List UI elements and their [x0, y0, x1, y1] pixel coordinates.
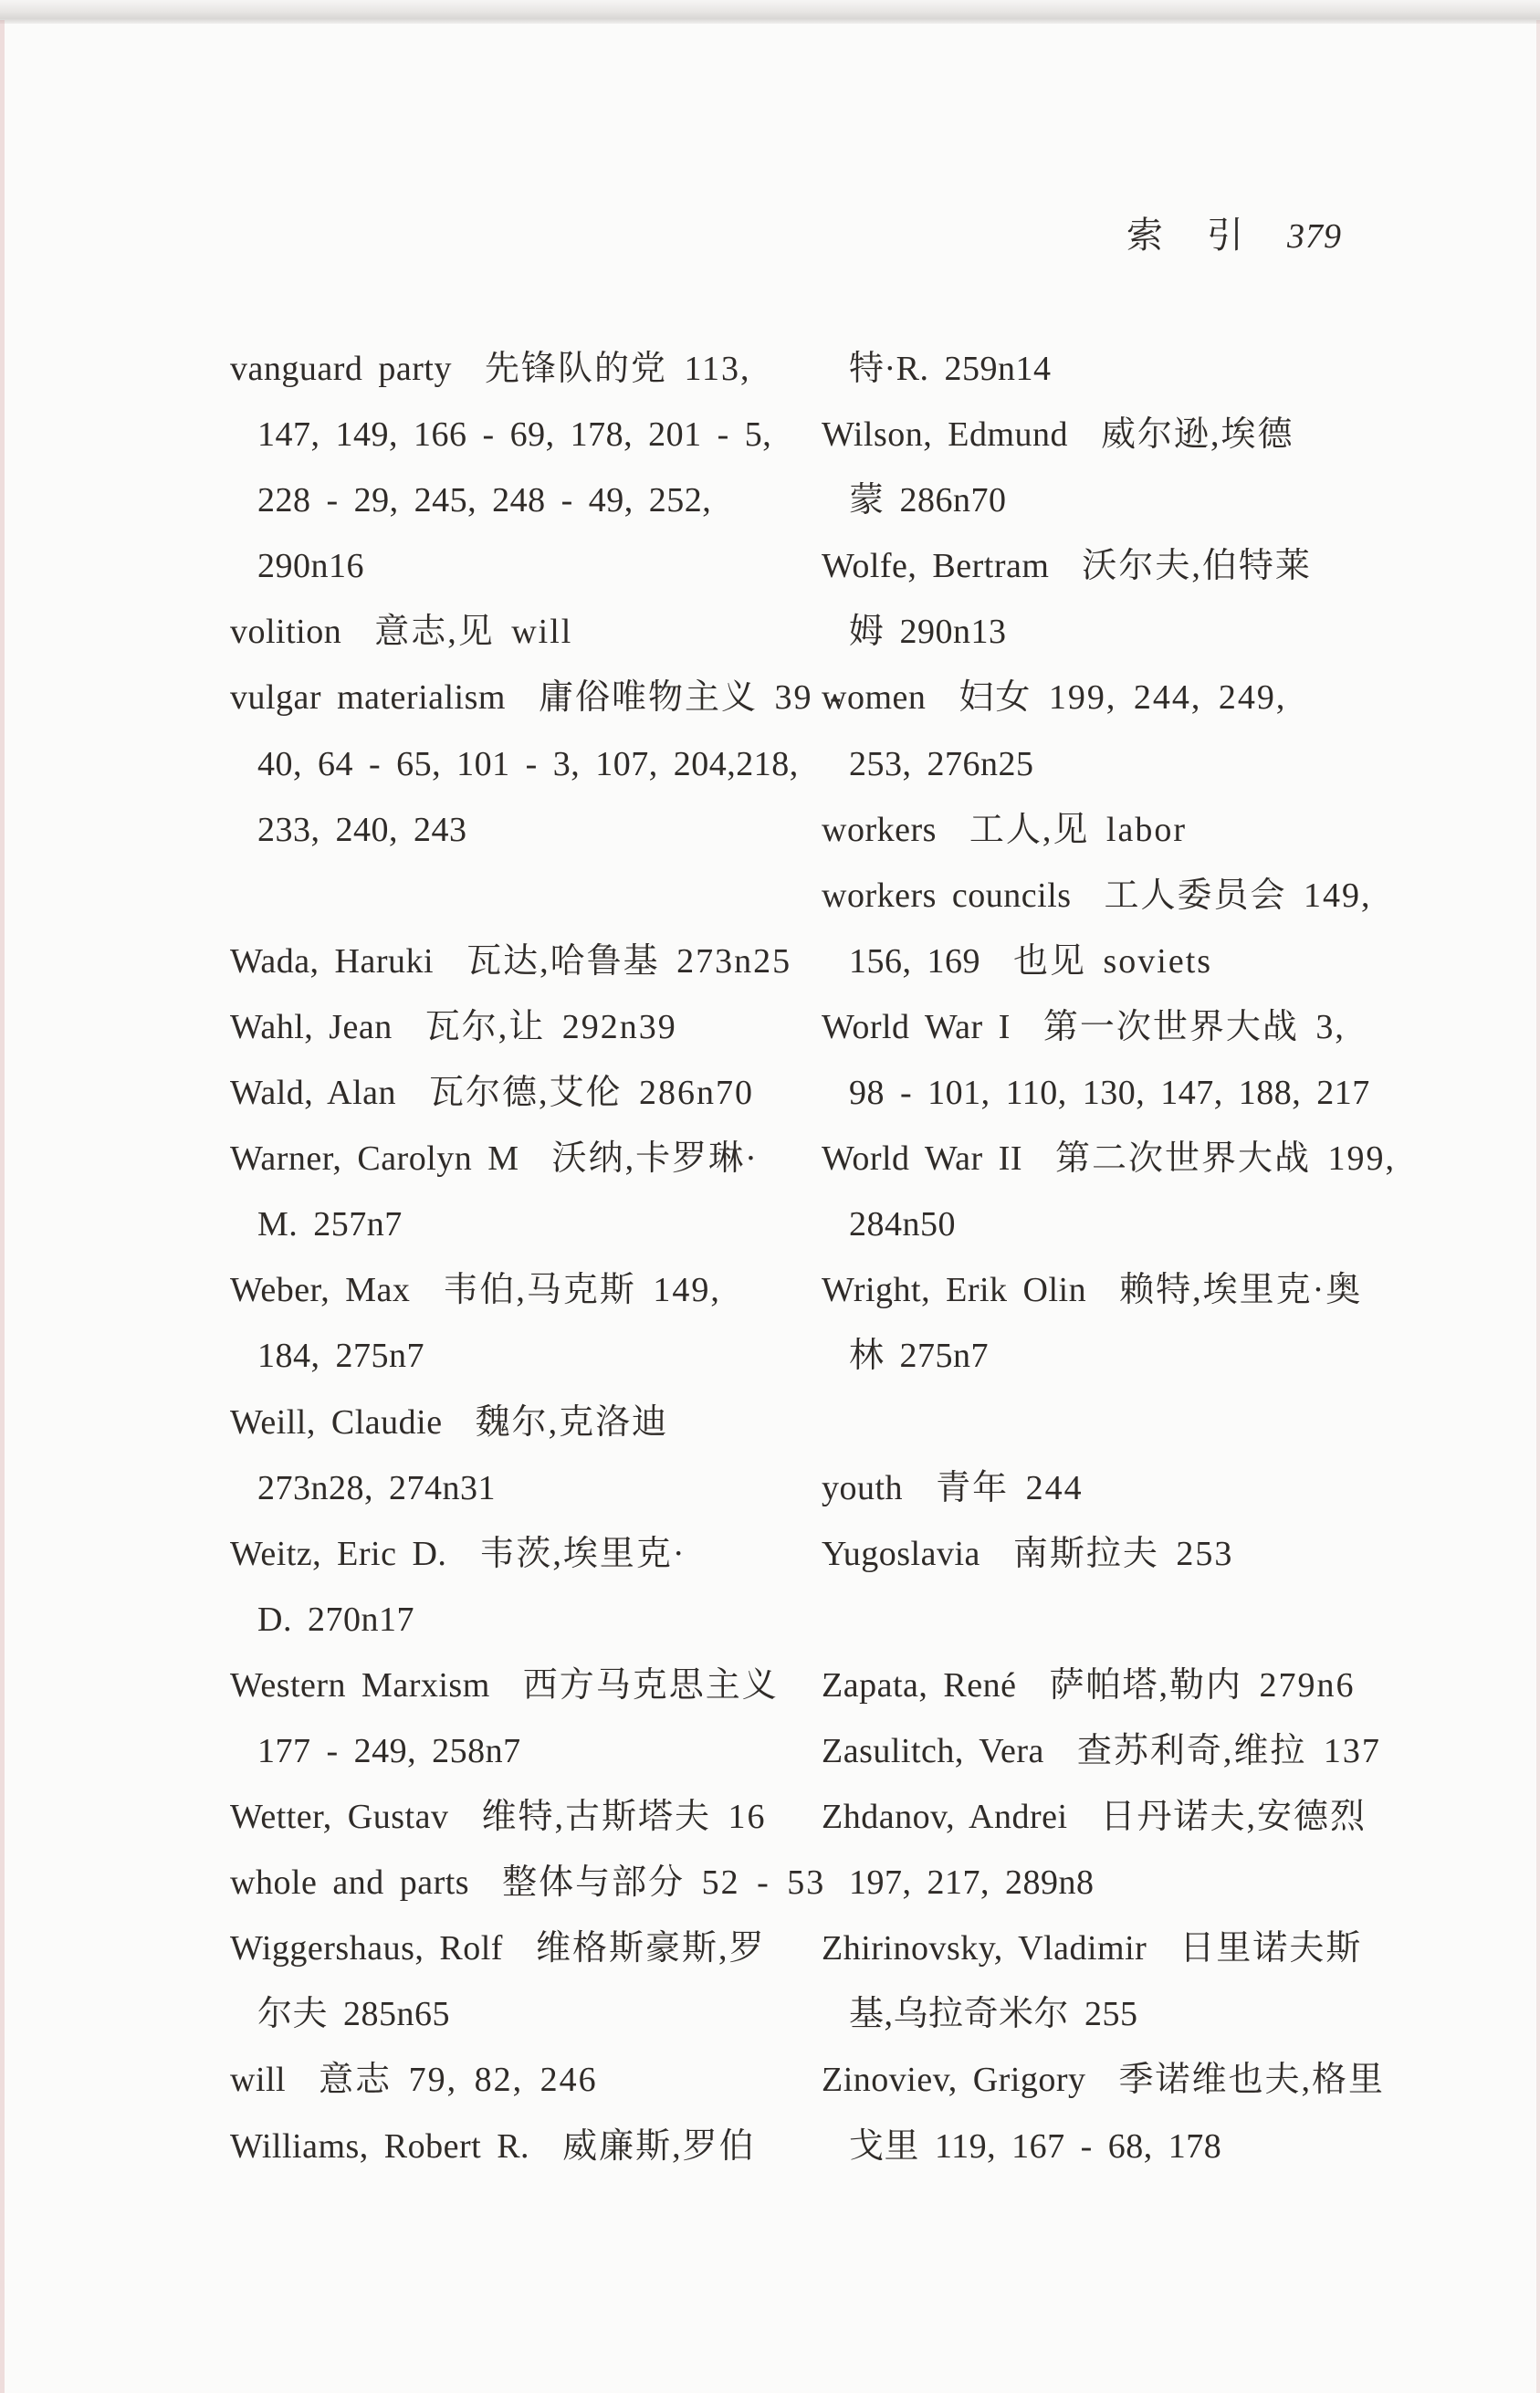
entry-text-segment: 40, 64 - 65, 101 - 3, 107, 204,218,: [257, 744, 799, 783]
entry-text-segment: Zinoviev, Grigory: [822, 2061, 1086, 2100]
entry-text-segment: Wald, Alan: [230, 1074, 397, 1113]
entry-text-segment: 瓦达,哈鲁基 273n25: [466, 941, 792, 981]
entry-text-segment: Williams, Robert R.: [230, 2126, 530, 2166]
index-line: [230, 2114, 796, 2179]
entry-text-segment: Zapata, René: [822, 1665, 1017, 1705]
index-line: [822, 1718, 1388, 1784]
index-line: [822, 1126, 1397, 1191]
index-column-right: [822, 336, 1397, 2179]
index-line: [230, 599, 796, 665]
entry-text-segment: 工人委员会 149,: [1104, 876, 1372, 915]
page-number: 379: [1287, 217, 1342, 256]
index-line: [230, 1191, 796, 1257]
index-line: [230, 1784, 796, 1850]
entry-text-segment: World War II: [822, 1139, 1023, 1179]
index-line: [230, 797, 796, 863]
entry-text-segment: 戈里 119, 167 - 68, 178: [849, 2126, 1222, 2166]
index-line: [822, 1455, 1388, 1521]
entry-text-segment: 瓦尔,让 292n39: [424, 1007, 677, 1046]
entry-text-segment: 意志,见 will: [374, 613, 573, 652]
entry-text-segment: Wetter, Gustav: [230, 1798, 449, 1837]
entry-text-segment: 威廉斯,罗伯: [562, 2126, 756, 2166]
index-line: [230, 533, 796, 599]
entry-text-segment: vulgar materialism: [230, 678, 506, 718]
scan-top-edge: [0, 0, 1540, 24]
index-line: [822, 994, 1388, 1060]
entry-text-segment: 赖特,埃里克·奥: [1119, 1271, 1363, 1310]
entry-text-segment: 瓦尔德,艾伦 286n70: [429, 1074, 755, 1113]
entry-text-segment: whole and parts: [230, 1863, 470, 1903]
index-line: [822, 665, 1388, 730]
index-line: [822, 1521, 1388, 1587]
entry-text-segment: 也见 soviets: [1013, 941, 1213, 981]
entry-text-segment: 290n16: [257, 547, 364, 586]
entry-text-segment: Zhirinovsky, Vladimir: [822, 1929, 1147, 1968]
index-line: [230, 1850, 826, 1915]
entry-text-segment: 284n50: [849, 1205, 956, 1244]
index-line-blank: [822, 1390, 1388, 1455]
index-line: [822, 1850, 1388, 1915]
index-line: [822, 599, 1388, 665]
entry-text-segment: Warner, Carolyn M: [230, 1139, 519, 1179]
index-line: [822, 467, 1388, 533]
index-line: [822, 1323, 1388, 1389]
entry-text-segment: 蒙 286n70: [849, 481, 1007, 520]
entry-text-segment: workers: [822, 810, 937, 849]
index-line: [230, 1257, 796, 1323]
entry-text-segment: 青年 244: [936, 1468, 1084, 1507]
index-line: [230, 467, 796, 533]
entry-text-segment: 妇女 199, 244, 249,: [959, 678, 1287, 718]
index-line: [230, 1455, 796, 1521]
index-line: [822, 731, 1388, 797]
entry-text-segment: 林 275n7: [849, 1337, 990, 1376]
index-line: [822, 1191, 1388, 1257]
index-line: [230, 665, 843, 730]
entry-text-segment: vanguard party: [230, 350, 452, 388]
entry-text-segment: 98 - 101, 110, 130, 147, 188, 217: [849, 1074, 1370, 1113]
entry-text-segment: Western Marxism: [230, 1665, 490, 1705]
entry-text-segment: M. 257n7: [257, 1205, 403, 1244]
entry-text-segment: will: [230, 2061, 287, 2100]
index-line: [822, 2114, 1388, 2179]
index-line: [822, 1784, 1388, 1850]
entry-text-segment: Yugoslavia: [822, 1534, 980, 1573]
entry-text-segment: volition: [230, 613, 342, 652]
entry-text-segment: 273n28, 274n31: [257, 1468, 496, 1507]
index-line: [230, 402, 796, 467]
entry-text-segment: 197, 217, 289n8: [849, 1863, 1095, 1903]
index-line: [822, 929, 1388, 994]
index-line: [822, 533, 1388, 599]
index-line: [822, 797, 1388, 863]
index-line: [230, 1587, 796, 1653]
entry-text-segment: 253, 276n25: [849, 744, 1034, 783]
index-line: [822, 1981, 1388, 2047]
running-head-title-char: 索: [1126, 215, 1164, 256]
entry-text-segment: Zhdanov, Andrei: [822, 1798, 1068, 1837]
running-head-title-char: 引: [1207, 215, 1244, 256]
index-line: [822, 2047, 1388, 2113]
scan-right-edge: [1536, 20, 1540, 2393]
entry-text-segment: 156, 169: [849, 941, 980, 981]
entry-text-segment: Wilson, Edmund: [822, 415, 1069, 455]
index-line: [822, 1653, 1388, 1718]
index-line: [230, 1060, 796, 1126]
entry-text-segment: 工人,见 labor: [969, 810, 1187, 849]
entry-text-segment: 233, 240, 243: [257, 810, 467, 849]
entry-text-segment: 查苏利奇,维拉 137: [1076, 1731, 1381, 1770]
entry-text-segment: 日里诺夫斯: [1179, 1929, 1363, 1968]
index-line: [822, 1257, 1388, 1323]
entry-text-segment: Wahl, Jean: [230, 1007, 393, 1046]
entry-text-segment: 庸俗唯物主义 39 -: [538, 678, 843, 718]
index-line: [822, 863, 1388, 929]
entry-text-segment: 特·R. 259n14: [849, 350, 1052, 388]
index-line: [230, 731, 799, 797]
entry-text-segment: 维格斯豪斯,罗: [535, 1929, 766, 1968]
entry-text-segment: 先锋队的党 113,: [484, 350, 751, 388]
entry-text-segment: 维特,古斯塔夫 16: [481, 1798, 767, 1837]
entry-text-segment: 韦伯,马克斯 149,: [443, 1271, 721, 1310]
entry-text-segment: 魏尔,克洛迪: [475, 1402, 669, 1442]
entry-text-segment: 日丹诺夫,安德烈: [1100, 1798, 1367, 1837]
index-line: [230, 1653, 796, 1718]
index-line-blank: [822, 1587, 1388, 1653]
index-column-left: [230, 336, 843, 2179]
index-line: [822, 336, 1388, 402]
entry-text-segment: Wright, Erik Olin: [822, 1271, 1087, 1310]
entry-text-segment: 西方马克思主义: [522, 1665, 779, 1705]
index-line: [230, 336, 796, 402]
entry-text-segment: 147, 149, 166 - 69, 178, 201 - 5,: [257, 415, 772, 455]
entry-text-segment: D. 270n17: [257, 1600, 414, 1639]
entry-text-segment: women: [822, 678, 927, 718]
index-line: [230, 1718, 796, 1784]
index-line: [230, 1126, 796, 1191]
entry-text-segment: 姆 290n13: [849, 613, 1007, 652]
entry-text-segment: 基,乌拉奇米尔 255: [849, 1995, 1138, 2034]
entry-text-segment: 228 - 29, 245, 248 - 49, 252,: [257, 481, 712, 520]
index-line: [230, 994, 796, 1060]
entry-text-segment: youth: [822, 1468, 904, 1507]
entry-text-segment: 第一次世界大战 3,: [1042, 1007, 1346, 1046]
entry-text-segment: 沃尔夫,伯特莱: [1082, 547, 1312, 586]
index-line: [230, 2047, 796, 2113]
entry-text-segment: 意志 79, 82, 246: [319, 2061, 598, 2100]
entry-text-segment: 威尔逊,埃德: [1101, 415, 1294, 455]
entry-text-segment: 季诺维也夫,格里: [1118, 2061, 1386, 2100]
index-line: [230, 1390, 796, 1455]
entry-text-segment: Weber, Max: [230, 1271, 411, 1310]
index-line: [230, 1521, 796, 1587]
index-line: [822, 1915, 1388, 1981]
running-head: [1126, 206, 1342, 258]
entry-text-segment: 萨帕塔,勒内 279n6: [1049, 1665, 1356, 1705]
index-line: [230, 1323, 796, 1389]
entry-text-segment: World War I: [822, 1007, 1011, 1046]
entry-text-segment: 第二次世界大战 199,: [1055, 1139, 1397, 1179]
index-line-blank: [230, 863, 796, 929]
index-line: [822, 402, 1388, 467]
entry-text-segment: Wada, Haruki: [230, 941, 435, 981]
index-line: [230, 929, 796, 994]
entry-text-segment: 沃纳,卡罗琳·: [551, 1139, 759, 1179]
entry-text-segment: Wiggershaus, Rolf: [230, 1929, 503, 1968]
entry-text-segment: 184, 275n7: [257, 1337, 424, 1376]
entry-text-segment: 韦茨,埃里克·: [479, 1534, 686, 1573]
index-line: [230, 1915, 796, 1981]
entry-text-segment: Weill, Claudie: [230, 1402, 443, 1442]
index-line: [230, 1981, 796, 2047]
entry-text-segment: workers councils: [822, 876, 1072, 915]
entry-text-segment: Weitz, Eric D.: [230, 1534, 447, 1573]
entry-text-segment: 整体与部分 52 - 53: [502, 1863, 826, 1903]
entry-text-segment: 尔夫 285n65: [257, 1995, 451, 2034]
index-line: [822, 1060, 1388, 1126]
scan-left-edge: [0, 20, 5, 2393]
entry-text-segment: Zasulitch, Vera: [822, 1731, 1044, 1770]
entry-text-segment: 南斯拉夫 253: [1012, 1534, 1234, 1573]
entry-text-segment: Wolfe, Bertram: [822, 547, 1050, 586]
entry-text-segment: 177 - 249, 258n7: [257, 1731, 521, 1770]
